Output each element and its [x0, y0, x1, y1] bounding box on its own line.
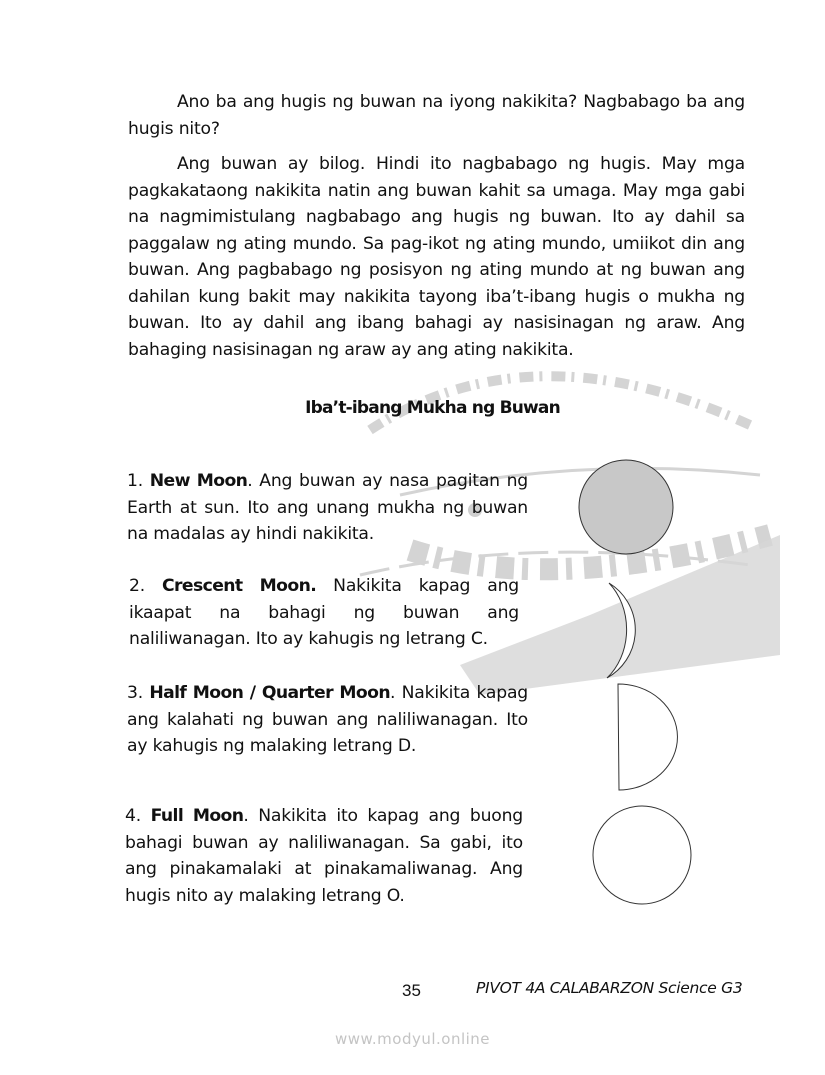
section-title: Iba’t-ibang Mukha ng Buwan: [305, 398, 560, 418]
phase-number: 2.: [129, 576, 145, 596]
phase-name: Crescent Moon.: [162, 576, 317, 596]
phase-number: 3.: [127, 683, 143, 703]
phase-description: Ang buwan ay nasa pagitan ng Earth at sun. Ito ang unang mukha ng buwan na madalas ay hindi nakikita.: [127, 471, 528, 544]
phase-description: Nakikita kapag ang ikaapat na bahagi ng buwan ang naliliwanagan. Ito ay kahugis ng letrang C.: [129, 576, 519, 649]
phase-name: Half Moon / Quarter Moon: [149, 683, 390, 703]
intro-explanation-text: Ang buwan ay bilog. Hindi ito nagbabago ng hugis. May mga pagkakataong nakikita natin ang buwan kahit sa umaga. May mga gabi na nagmimistulang nagbabago ang hugis ng buwan. Ito ay dahil sa paggalaw ng ating mundo. Sa pag-ikot ng ating mundo, umiikot din ang buwan. Ang pagbabago ng posisyon ng ating mundo at ng buwan ang dahilan kung bakit may nakikita tayong iba’t-ibang hugis o mukha ng buwan. Ito ay dahil ang ibang bahagi ay nasisinagan ng araw. Ang bahaging nasisinagan ng araw ay ang ating nakikita.: [128, 154, 745, 360]
phase-name: Full Moon: [150, 806, 244, 826]
phase-description: Nakikita kapag ang kalahati ng buwan ang naliliwanagan. Ito ay kahugis ng malaking letrang D.: [127, 683, 528, 756]
phase-crescent-moon: [129, 573, 519, 653]
intro-question: [128, 89, 745, 142]
intro-question-text: Ano ba ang hugis ng buwan na iyong nakikita? Nagbabago ba ang hugis nito?: [128, 92, 745, 139]
phase-number: 1.: [127, 471, 143, 491]
phase-description: Nakikita ito kapag ang buong bahagi buwan ay naliliwanagan. Sa gabi, ito ang pinakamalaki at pinakamaliwanag. Ang hugis nito ay malaking letrang O.: [125, 806, 523, 906]
half-moon-icon: [618, 684, 677, 790]
phase-name: New Moon: [149, 471, 248, 491]
phase-name-suffix: .: [247, 471, 253, 491]
phase-name-suffix: .: [390, 683, 396, 703]
phase-number: 4.: [125, 806, 141, 826]
phase-half-moon: [127, 680, 528, 760]
intro-explanation: [128, 151, 745, 363]
site-watermark: www.modyul.online: [334, 1030, 491, 1048]
footer-title: PIVOT 4A CALABARZON Science G3: [476, 979, 743, 997]
phase-full-moon: [125, 803, 523, 909]
page-number: 35: [402, 981, 421, 1000]
full-moon-icon: [593, 806, 691, 904]
phase-name-suffix: .: [243, 806, 249, 826]
phase-new-moon: [127, 468, 528, 548]
